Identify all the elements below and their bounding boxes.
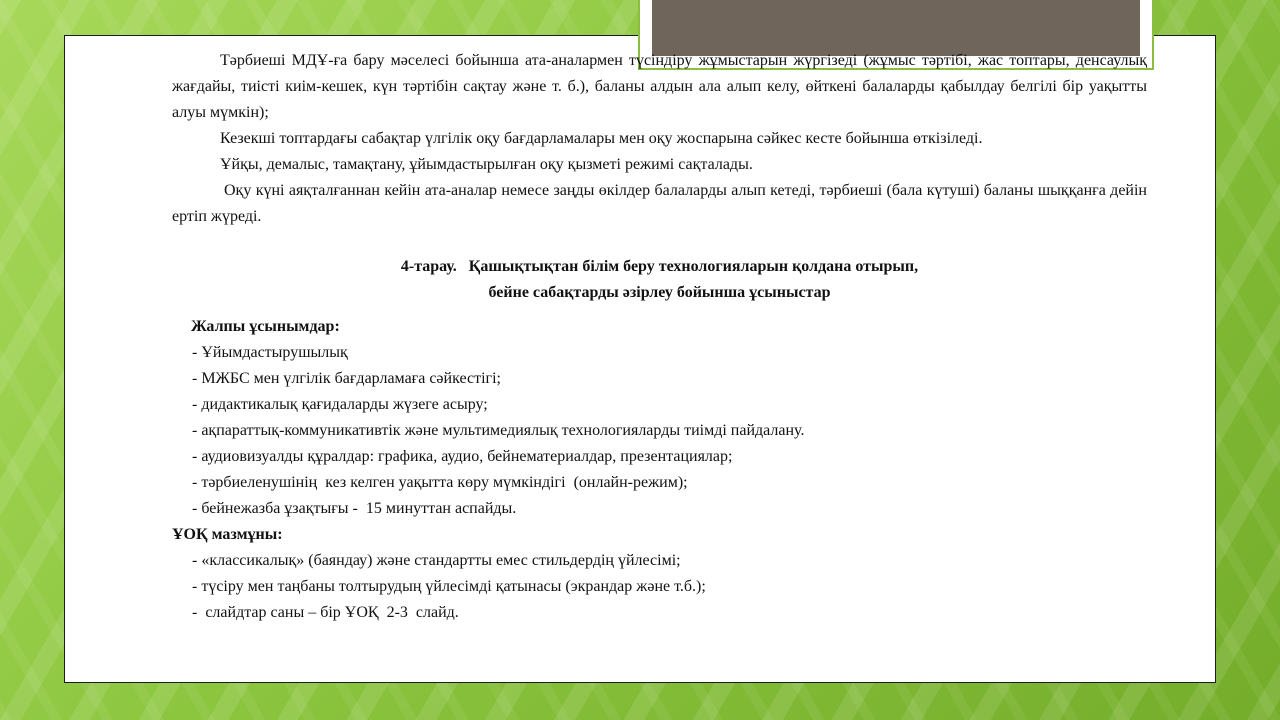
- paragraph-2: Кезекші топтардағы сабақтар үлгілік оқу бағдарламалары мен оқу жоспарына сәйкес кесте бойынша өткізіледі.: [220, 130, 983, 147]
- list-item: - Ұйымдастырушылық: [192, 344, 348, 361]
- document-body: [172, 48, 1147, 626]
- section-title-line-2: бейне сабақтарды әзірлеу бойынша ұсыныстар: [488, 284, 831, 301]
- general-recommendations-heading: Жалпы ұсынымдар:: [191, 318, 340, 335]
- paragraph-1: Тәрбиеші МДҰ-ға бару мәселесі бойынша ата-аналармен түсіндіру жұмыстарын жүргізеді (жұмыс тәртібі, жас топтары, денсаулық жағдайы, тиісті киім-кешек, күн тәртібін сақтау және т. б.), баланы алдын ала алып келу, өйткені балаларды қабылдау белгілі бір уақытты алуы мүмкін);: [172, 52, 1147, 121]
- content-list: [172, 548, 1147, 626]
- section-title-line-1: 4-тарау. Қашықтықтан білім беру технологияларын қолдана отырып,: [400, 258, 919, 275]
- list-item: - слайдтар саны – бір ҰОҚ 2-3 слайд.: [192, 604, 459, 621]
- list-item: - аудиовизуалды құралдар: графика, аудио, бейнематериалдар, презентациялар;: [192, 448, 733, 465]
- list-item: - бейнежазба ұзақтығы - 15 минуттан аспайды.: [192, 500, 517, 517]
- content-heading: ҰОҚ мазмұны:: [172, 526, 283, 543]
- paragraph-3: Ұйқы, демалыс, тамақтану, ұйымдастырылған оқу қызметі режимі сақталады.: [220, 156, 753, 173]
- list-item: - дидактикалық қағидаларды жүзеге асыру;: [192, 396, 488, 413]
- list-item: - тәрбиеленушінің кез келген уақытта көру мүмкіндігі (онлайн-режим);: [192, 474, 688, 491]
- list-item: - «классикалық» (баяндау) және стандартты емес стильдердің үйлесімі;: [192, 552, 681, 569]
- list-item: - ақпараттық-коммуникативтік және мультимедиялық технологияларды тиімді пайдалану.: [192, 422, 805, 439]
- section-title: [172, 254, 1147, 306]
- general-recommendations-list: [172, 340, 1147, 522]
- paragraph-4: Оқу күні аяқталғаннан кейін ата-аналар немесе заңды өкілдер балаларды алып кетеді, тәрбиеші (бала күтуші) баланы шыққанға дейін ертіп жүреді.: [172, 182, 1147, 225]
- list-item: - түсіру мен таңбаны толтырудың үйлесімді қатынасы (экрандар және т.б.);: [192, 578, 706, 595]
- list-item: - МЖБС мен үлгілік бағдарламаға сәйкестігі;: [192, 370, 501, 387]
